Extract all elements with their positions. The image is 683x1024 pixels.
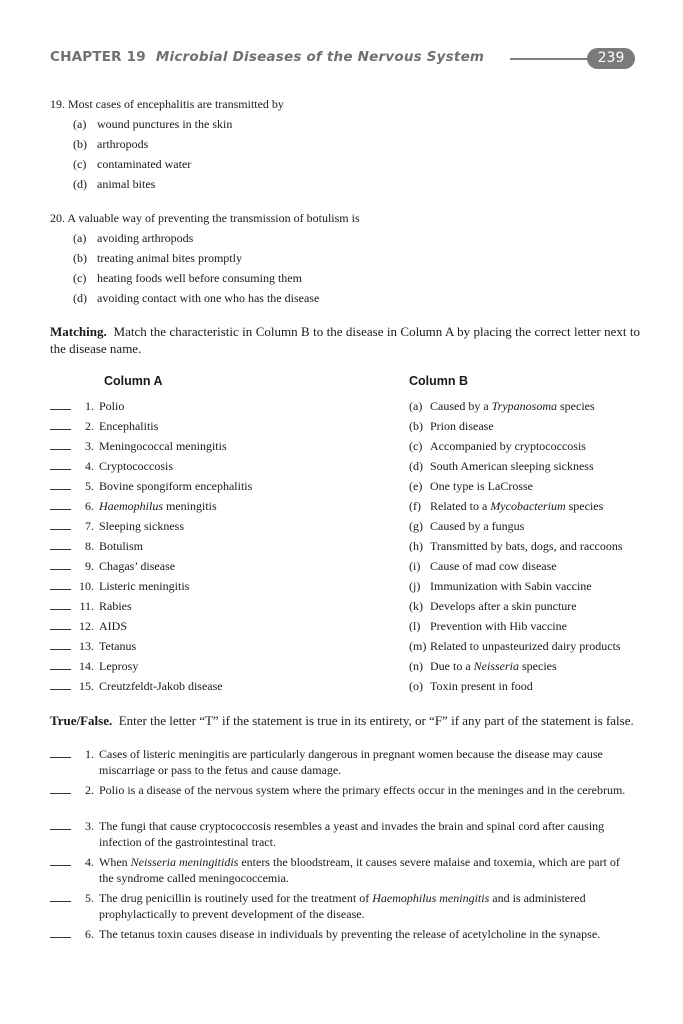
disease-name <box>99 516 184 536</box>
answer-option: (b) treating animal bites promptly <box>73 251 242 265</box>
answer-blank[interactable] <box>50 589 71 590</box>
answer-blank[interactable] <box>50 449 71 450</box>
item-number: 4. <box>85 459 94 473</box>
italic-term: Haemophilus meningitis <box>372 891 490 905</box>
text-part: Transmitted by bats, dogs, and raccoons <box>430 539 623 553</box>
question-stem: 19. Most cases of encephalitis are transmitted by <box>50 97 284 111</box>
text-part: Chagas’ disease <box>99 559 176 573</box>
text-part: Polio <box>99 399 125 413</box>
answer-blank[interactable] <box>50 409 71 410</box>
statement-text <box>99 782 629 798</box>
matching-row <box>50 496 650 516</box>
text-part: One type is LaCrosse <box>430 479 533 493</box>
item-number: 2. <box>85 419 94 433</box>
matching-row <box>50 676 650 696</box>
header-rule <box>510 58 592 60</box>
characteristic-text <box>430 636 621 656</box>
characteristic-letter: (h) <box>409 539 423 553</box>
answer-blank[interactable] <box>50 609 71 610</box>
characteristic-text <box>430 416 494 436</box>
answer-blank[interactable] <box>50 469 71 470</box>
item-number: 13. <box>79 639 94 653</box>
text-part: Botulism <box>99 539 144 553</box>
italic-term: Trypanosoma <box>491 399 557 413</box>
text-part: Related to unpasteurized dairy products <box>430 639 621 653</box>
characteristic-text <box>430 536 623 556</box>
text-part: Related to a <box>430 499 491 513</box>
answer-blank[interactable] <box>50 793 71 794</box>
disease-name <box>99 476 252 496</box>
answer-blank[interactable] <box>50 429 71 430</box>
item-number: 5. <box>85 479 94 493</box>
item-number: 11. <box>79 599 94 613</box>
item-number: 12. <box>79 619 94 633</box>
disease-name <box>99 416 158 436</box>
disease-name <box>99 496 217 516</box>
italic-term: Mycobacterium <box>490 499 566 513</box>
statement-text <box>99 818 629 850</box>
statement-text <box>99 890 629 922</box>
answer-blank[interactable] <box>50 865 71 866</box>
characteristic-text <box>430 496 603 516</box>
characteristic-letter: (n) <box>409 659 423 673</box>
italic-term: Neisseria <box>473 659 519 673</box>
text-part: and is administered prophylactically to prevent development of the disease. <box>99 891 586 921</box>
text-part: Develops after a skin puncture <box>430 599 577 613</box>
answer-blank[interactable] <box>50 901 71 902</box>
matching-row <box>50 396 650 416</box>
matching-row <box>50 616 650 636</box>
answer-option: (a) avoiding arthropods <box>73 231 194 245</box>
text-part: When <box>99 855 131 869</box>
disease-name <box>99 676 223 696</box>
item-number: 4. <box>85 855 94 869</box>
disease-name <box>99 616 127 636</box>
item-number: 3. <box>85 439 94 453</box>
item-number: 1. <box>85 747 94 761</box>
text-part: Meningococcal meningitis <box>99 439 227 453</box>
text-part: Prion disease <box>430 419 494 433</box>
text-part: Polio is a disease of the nervous system where the primary effects occur in the meninges and in the cerebrum. <box>99 783 626 797</box>
matching-row <box>50 636 650 656</box>
item-number: 1. <box>85 399 94 413</box>
matching-row <box>50 596 650 616</box>
matching-row <box>50 476 650 496</box>
characteristic-letter: (k) <box>409 599 423 613</box>
item-number: 6. <box>85 499 94 513</box>
chapter-label: CHAPTER 19 <box>50 49 146 65</box>
text-part: species <box>557 399 595 413</box>
true-false-label: True/False. <box>50 713 113 728</box>
characteristic-text <box>430 576 592 596</box>
characteristic-letter: (b) <box>409 419 423 433</box>
answer-option: (c) heating foods well before consuming them <box>73 271 302 285</box>
page-header <box>50 49 640 71</box>
text-part: Listeric meningitis <box>99 579 190 593</box>
characteristic-letter: (o) <box>409 679 423 693</box>
characteristic-letter: (j) <box>409 579 421 593</box>
text-part: species <box>565 499 604 513</box>
statement-text <box>99 926 629 942</box>
characteristic-letter: (i) <box>409 559 421 573</box>
answer-blank[interactable] <box>50 629 71 630</box>
answer-blank[interactable] <box>50 509 71 510</box>
item-number: 8. <box>85 539 94 553</box>
question-stem: 20. A valuable way of preventing the transmission of botulism is <box>50 211 360 225</box>
text-part: enters the bloodstream, it causes severe malaise and toxemia, which are part of the syndrome called meningococcemia. <box>99 855 620 885</box>
answer-blank[interactable] <box>50 549 71 550</box>
characteristic-letter: (e) <box>409 479 423 493</box>
text-part: species <box>519 659 557 673</box>
item-number: 15. <box>79 679 94 693</box>
text-part: Due to a <box>430 659 474 673</box>
item-number: 14. <box>79 659 94 673</box>
text-part: Tetanus <box>99 639 137 653</box>
disease-name <box>99 456 173 476</box>
italic-term: Neisseria meningitidis <box>130 855 239 869</box>
text-part: Encephalitis <box>99 419 159 433</box>
answer-blank[interactable] <box>50 757 71 758</box>
characteristic-letter: (g) <box>409 519 423 533</box>
characteristic-text <box>430 436 586 456</box>
matching-row <box>50 576 650 596</box>
true-false-instructions: True/False. Enter the letter “T” if the statement is true in its entirety, or “F” if any part of the statement is false. <box>50 713 634 728</box>
characteristic-letter: (a) <box>409 399 423 413</box>
statement-text <box>99 854 629 886</box>
item-number: 3. <box>85 819 94 833</box>
characteristic-text <box>430 596 577 616</box>
text-part: Prevention with Hib vaccine <box>430 619 567 633</box>
characteristic-letter: (m) <box>409 639 427 653</box>
answer-blank[interactable] <box>50 829 71 830</box>
item-number: 10. <box>79 579 94 593</box>
matching-row <box>50 656 650 676</box>
item-number: 9. <box>85 559 94 573</box>
answer-blank[interactable] <box>50 489 71 490</box>
disease-name <box>99 556 175 576</box>
text-part: Caused by a fungus <box>430 519 525 533</box>
text-part: Cases of listeric meningitis are particularly dangerous in pregnant women because the disease may cause miscarriage or pass to the fetus and cause damage. <box>99 747 603 777</box>
text-part: Rabies <box>99 599 132 613</box>
characteristic-letter: (c) <box>409 439 423 453</box>
characteristic-text <box>430 656 557 676</box>
text-part: AIDS <box>99 619 128 633</box>
text-part: The tetanus toxin causes disease in individuals by preventing the release of acetylcholine in the synapse. <box>99 927 601 941</box>
answer-option: (d) avoiding contact with one who has the disease <box>73 291 320 305</box>
answer-option: (c) contaminated water <box>73 157 192 171</box>
chapter-heading <box>50 49 484 65</box>
characteristic-text <box>430 396 595 416</box>
text-part: The fungi that cause cryptococcosis resembles a yeast and invades the brain and spinal cord after causing infection of the gastrointestinal tract. <box>99 819 605 849</box>
text-part: Sleeping sickness <box>99 519 184 533</box>
statement-text <box>99 746 629 778</box>
matching-label: Matching. <box>50 324 107 339</box>
answer-option: (d) animal bites <box>73 177 156 191</box>
answer-option: (a) wound punctures in the skin <box>73 117 233 131</box>
characteristic-letter: (d) <box>409 459 423 473</box>
matching-row <box>50 536 650 556</box>
matching-row <box>50 416 650 436</box>
characteristic-text <box>430 616 567 636</box>
characteristic-text <box>430 476 533 496</box>
text-part: Cryptococcosis <box>99 459 173 473</box>
text-part: Leprosy <box>99 659 139 673</box>
column-a-heading: Column A <box>104 374 163 388</box>
disease-name <box>99 536 143 556</box>
disease-name <box>99 656 138 676</box>
disease-name <box>99 436 227 456</box>
answer-option: (b) arthropods <box>73 137 149 151</box>
matching-row <box>50 516 650 536</box>
item-number: 6. <box>85 927 94 941</box>
chapter-title: Microbial Diseases of the Nervous System <box>155 49 485 65</box>
disease-name <box>99 596 132 616</box>
characteristic-text <box>430 676 533 696</box>
answer-blank[interactable] <box>50 689 71 690</box>
text-part: Caused by a <box>430 399 492 413</box>
characteristic-letter: (f) <box>409 499 421 513</box>
text-part: Creutzfeldt-Jakob disease <box>99 679 223 693</box>
item-number: 5. <box>85 891 94 905</box>
italic-term: Haemophilus <box>99 499 163 513</box>
matching-row <box>50 556 650 576</box>
page-number-badge: 239 <box>587 48 635 69</box>
text-part: Immunization with Sabin vaccine <box>430 579 592 593</box>
answer-blank[interactable] <box>50 529 71 530</box>
matching-instructions: Matching. Match the characteristic in Column B to the disease in Column A by placing the correct letter next to the disease name. <box>50 324 641 356</box>
answer-blank[interactable] <box>50 649 71 650</box>
characteristic-text <box>430 456 594 476</box>
text-part: South American sleeping sickness <box>430 459 594 473</box>
item-number: 2. <box>85 783 94 797</box>
answer-blank[interactable] <box>50 669 71 670</box>
answer-blank[interactable] <box>50 937 71 938</box>
text-part: The drug penicillin is routinely used for the treatment of <box>99 891 373 905</box>
answer-blank[interactable] <box>50 569 71 570</box>
characteristic-letter: (l) <box>409 619 421 633</box>
question-20 <box>50 208 650 308</box>
column-b-heading: Column B <box>409 374 469 388</box>
disease-name <box>99 576 189 596</box>
text-part: meningitis <box>163 499 217 513</box>
matching-row <box>50 456 650 476</box>
disease-name <box>99 396 124 416</box>
characteristic-text <box>430 556 557 576</box>
question-19 <box>50 94 650 194</box>
text-part: Accompanied by cryptococcosis <box>430 439 586 453</box>
characteristic-text <box>430 516 524 536</box>
text-part: Cause of mad cow disease <box>430 559 557 573</box>
matching-row <box>50 436 650 456</box>
disease-name <box>99 636 136 656</box>
text-part: Toxin present in food <box>430 679 533 693</box>
text-part: Bovine spongiform encephalitis <box>99 479 253 493</box>
item-number: 7. <box>85 519 94 533</box>
